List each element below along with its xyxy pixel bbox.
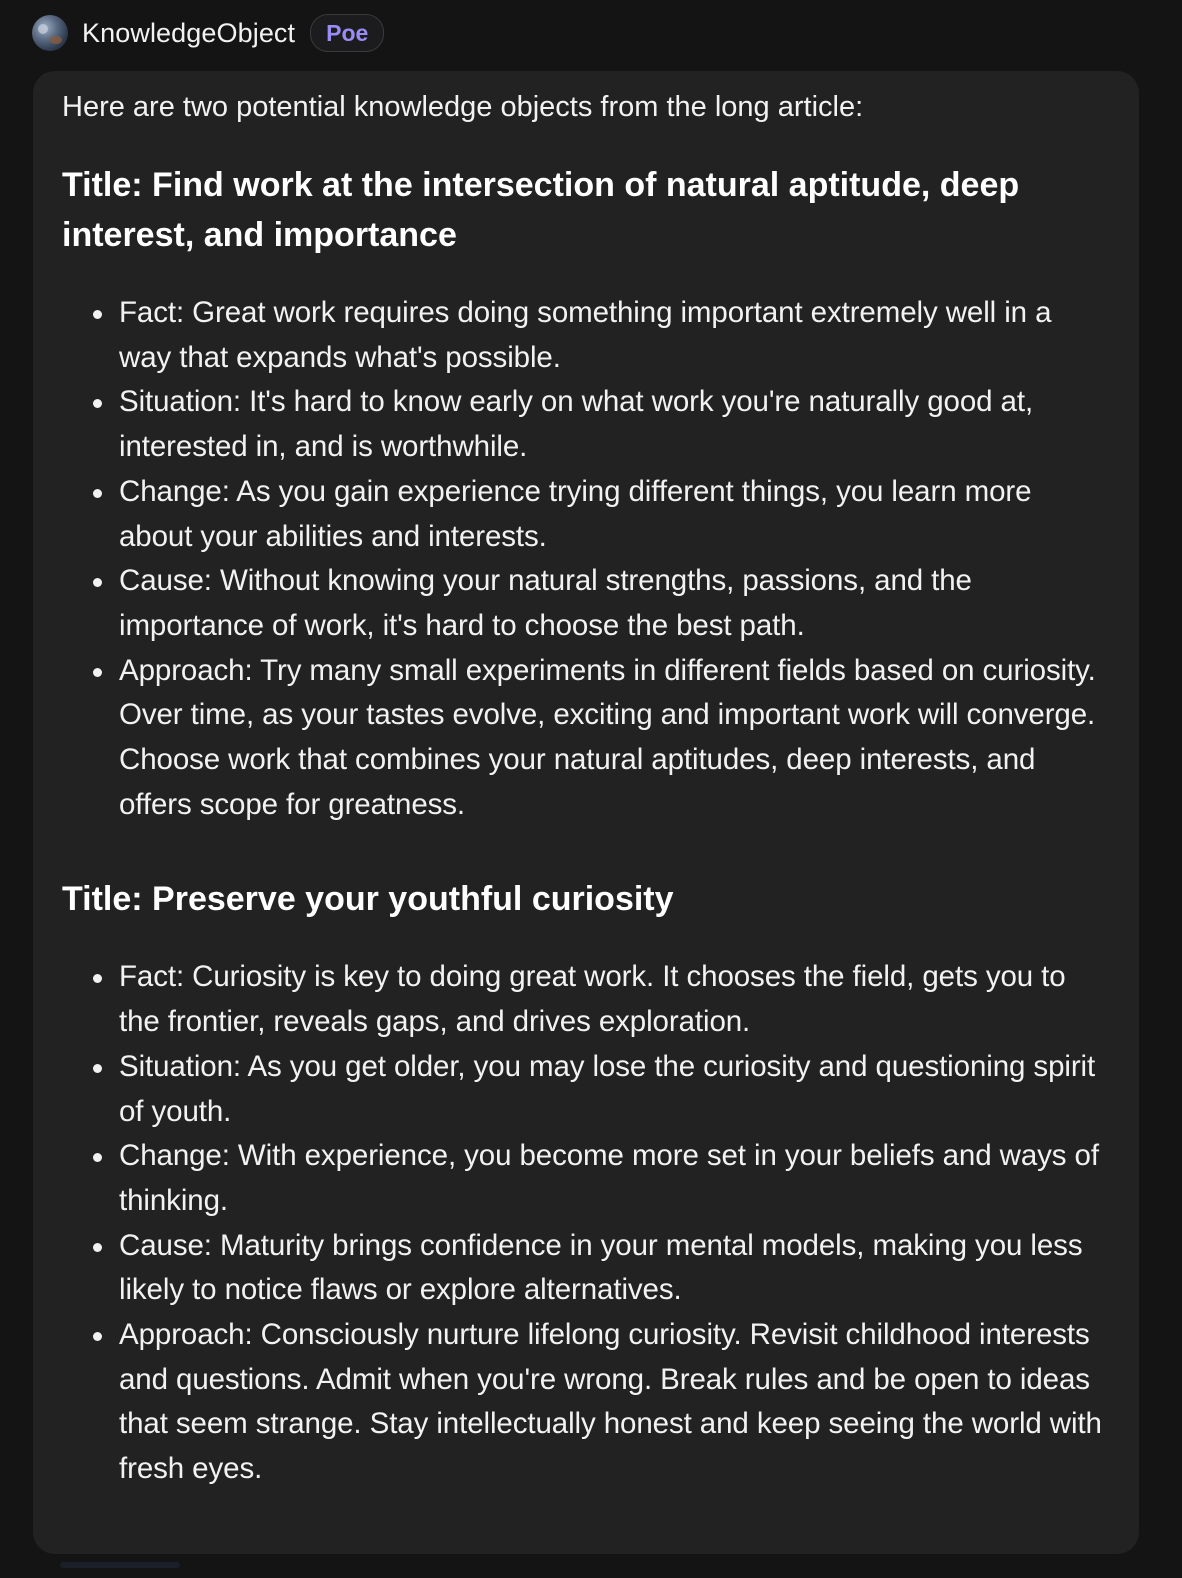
list-item: Fact: Curiosity is key to doing great work. It chooses the field, gets you to the frontier, reveals gaps, and drives exploration. [119,955,1111,1044]
list-item: Approach: Try many small experiments in different fields based on curiosity. Over time, as your tastes evolve, exciting and important work will converge. Choose work that combines your natural aptitudes, deep interests, and offers scope for greatness. [119,649,1111,828]
list-item: Approach: Consciously nurture lifelong curiosity. Revisit childhood interests and questions. Admit when you're wrong. Break rules and be open to ideas that seem strange. Stay intellectually honest and keep seeing the world with fresh eyes. [119,1313,1111,1492]
list-item: Cause: Maturity brings confidence in your mental models, making you less likely to notice flaws or explore alternatives. [119,1224,1111,1313]
bot-header [32,14,384,52]
message-actions-strip [60,1562,180,1568]
list-item: Cause: Without knowing your natural strengths, passions, and the importance of work, it's hard to choose the best path. [119,559,1111,648]
list-item: Situation: As you get older, you may lose the curiosity and questioning spirit of youth. [119,1045,1111,1134]
knowledge-object-title: Title: Preserve your youthful curiosity [62,880,674,919]
list-item: Fact: Great work requires doing something important extremely well in a way that expands what's possible. [119,291,1111,380]
knowledge-object-title: Title: Find work at the intersection of natural aptitude, deep interest, and importance [62,166,1020,254]
list-item: Situation: It's hard to know early on what work you're naturally good at, interested in, and is worthwhile. [119,380,1111,469]
knowledge-object-list [62,955,1111,1491]
poe-badge[interactable]: Poe [310,14,384,52]
knowledge-object-list [62,291,1111,827]
list-item: Change: As you gain experience trying different things, you learn more about your abilities and interests. [119,470,1111,559]
message-bubble [33,71,1139,1554]
bot-name[interactable]: KnowledgeObject [82,17,296,48]
bot-avatar-icon[interactable] [32,15,68,51]
message-intro: Here are two potential knowledge objects from the long article: [62,91,864,123]
list-item: Change: With experience, you become more set in your beliefs and ways of thinking. [119,1134,1111,1223]
